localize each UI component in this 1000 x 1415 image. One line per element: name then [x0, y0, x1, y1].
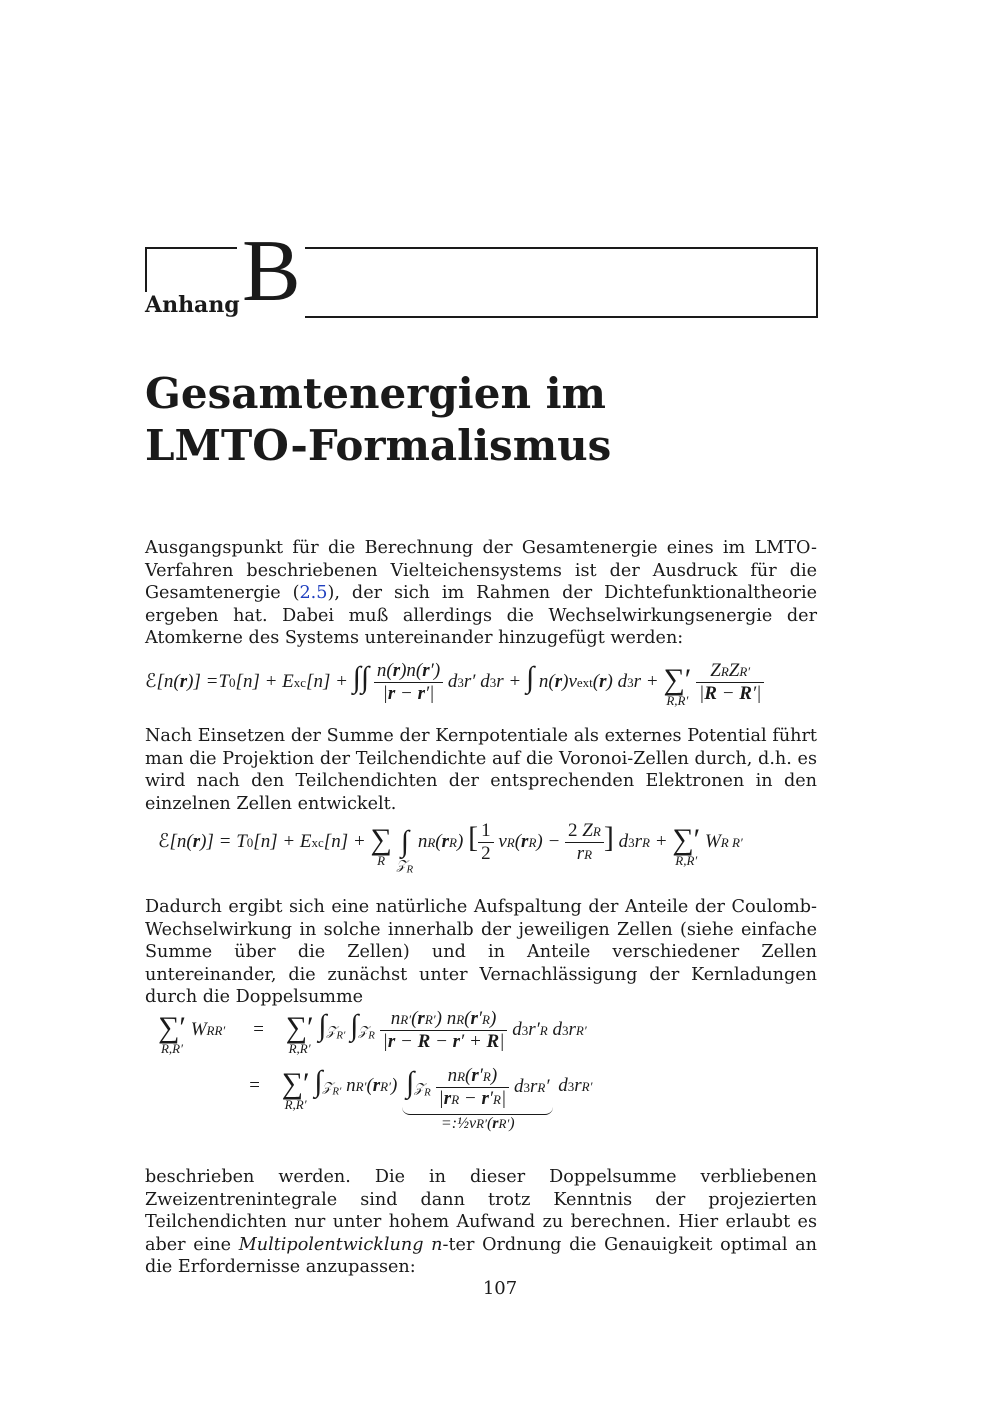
- paragraph-projection: Nach Einsetzen der Summe der Kernpotentiale als externes Potential führt man die Projektion der Teilchendichte auf die Voronoi-Zellen durch, d.h. es wird nach den Teilchendichten der entsprechenden Elektronen in den einzelnen Zellen entwickelt.: [145, 726, 817, 814]
- page-number: 107: [482, 1278, 518, 1299]
- paragraph-text: Ausgangspunkt für die Berechnung der Gesamtenergie eines im LMTO-Verfahren beschriebenen Vielteichensystems ist der Ausdruck für die Gesamtenergie (: [145, 538, 817, 603]
- paragraph-intro: [145, 537, 817, 650]
- underbrace-group: ∫𝒵$_R$ $\frac{nR(r'R)}{|rR - r'R|}$ d3rR′ =:½vR′(rR′): [402, 1065, 553, 1133]
- paragraph-text: -ter Ordnung die Genauigkeit optimal an die Erfordernisse anzupassen:: [145, 1234, 817, 1277]
- equation-cell-projection: ℰ[n(r)] = T0[n] + Exc[n] + ∑ R ∫ 𝒵$_R$ nR(rR) [ $\frac{1}{2}$ vR(rR) − $\frac{2 ZR}{rR}$ ] d3rR + ∑′ R,R′ WR R′: [158, 820, 743, 876]
- chapter-title-line1: Gesamtenergien im: [145, 369, 606, 418]
- chapter-letter: B: [242, 223, 301, 320]
- chapter-frame-left: [145, 248, 147, 292]
- equation-double-sum-line1: ∑′ R,R′ WRR′ = ∑′ R,R′ ∫𝒵$_{R'}$ ∫𝒵$_R$ $\frac{nR'(rR') nR(r'R)}{|r - R - r' + R|}$ d3r′R d3rR′: [158, 1008, 587, 1056]
- chapter-title-line2: LMTO-Formalismus: [145, 421, 612, 470]
- chapter-label: Anhang: [145, 292, 240, 318]
- paragraph-coulomb-split: Dadurch ergibt sich eine natürliche Aufspaltung der Anteile der Coulomb- Wechselwirkung in solche innerhalb der jeweiligen Zellen (siehe einfache Summe über die Zellen) und in Anteile verschiedener Zellen untereinander, die zunächst unter Vernachlässigung der Kernladungen durch die Doppelsumme: [145, 897, 817, 1007]
- equation-total-energy: ℰ[n(r)] =T0[n] + Exc[n] + ∫∫ $\frac{n(r)n(r')}{|r - r'|}$ d3r′ d3r + ∫ n(r)vext(r) d3r + ∑′ R,R′ $\frac{\text{ZRZR′}}{|R - R'|}$: [145, 660, 764, 709]
- equation-double-sum-line2: = ∑′ R,R′ ∫𝒵$_{R'}$ nR′(rR′) ∫𝒵$_R$ $\frac{nR(r'R)}{|rR - r'R|}$ d3rR′ =:½vR′(rR′) d3rR′: [248, 1065, 593, 1132]
- chapter-frame-box: [305, 247, 818, 318]
- paragraph-multipole: [145, 1166, 817, 1279]
- equation-reference-link[interactable]: 2.5: [299, 583, 328, 603]
- paragraph-text: beschrieben werden. Die in dieser Doppelsumme verbliebenen Zweizentrenintegrale sind dann trotz Kenntnis der projezierten Teilchendichten nur unter hohem Aufwand zu berechnen. Hier erlaubt es aber eine: [145, 1167, 817, 1255]
- chapter-frame-top-left: [145, 247, 237, 249]
- paragraph-text: ), der sich im Rahmen der Dichtefunktionaltheorie ergeben hat. Dabei muß allerdings die Wechselwirkungsenergie der Atomkerne des Systems untereinander hinzugefügt werden:: [145, 583, 818, 648]
- emphasis-text: Multipolentwicklung n: [238, 1234, 443, 1255]
- chapter-title: [145, 368, 825, 472]
